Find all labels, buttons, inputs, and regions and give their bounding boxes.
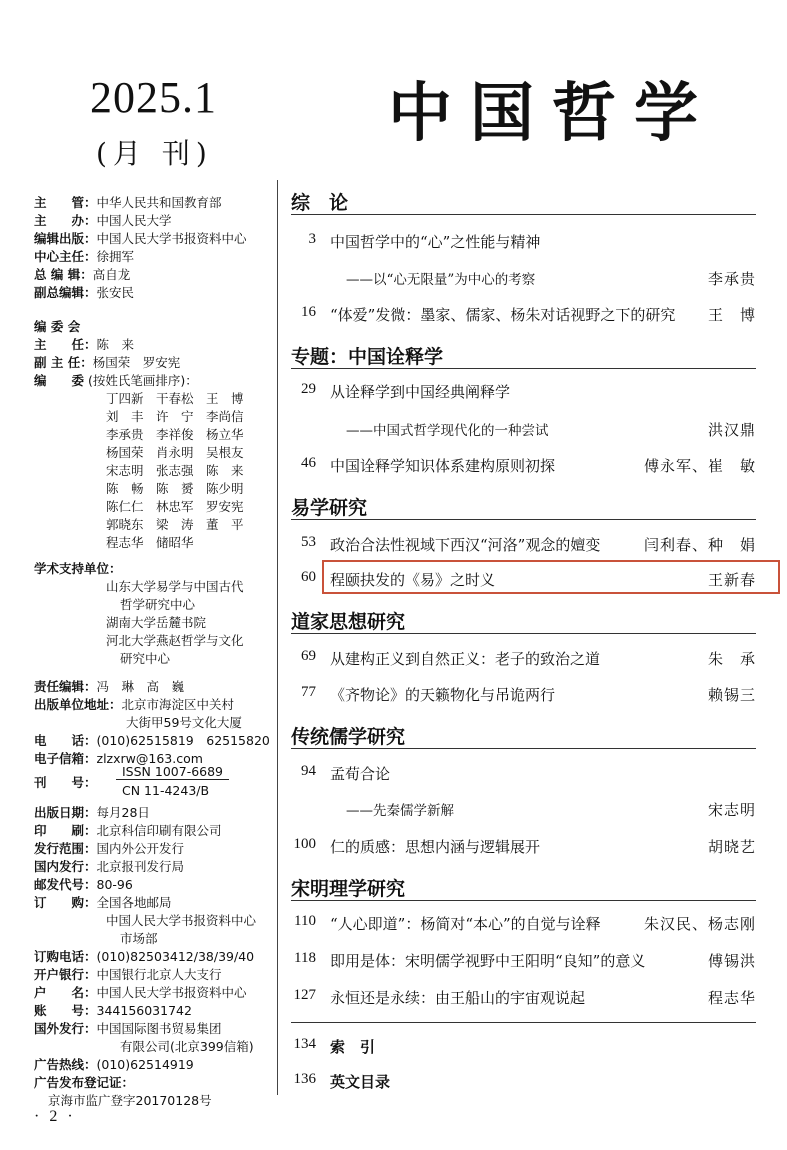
page-number: · 2 · bbox=[34, 1108, 76, 1125]
support-line: 山东大学易学与中国古代 bbox=[106, 579, 244, 594]
toc-subtitle: ——中国式哲学现代化的一种尝试 bbox=[346, 423, 549, 439]
committee-line: 程志华 储昭华 bbox=[106, 535, 194, 550]
toc-title[interactable]: “人心即道”：杨简对“本心”的自觉与诠释 bbox=[330, 915, 601, 933]
toc-title[interactable]: 从建构正义到自然正义：老子的致治之道 bbox=[330, 650, 601, 668]
toc-author: 王新春 bbox=[707, 571, 756, 589]
toc-author: 胡晓艺 bbox=[707, 838, 756, 856]
info-row: 出版日期：每月28日 bbox=[34, 805, 150, 820]
info-row: 订 购：全国各地邮局 bbox=[34, 895, 172, 910]
masthead-row: 副 主 任：杨国荣 罗安宪 bbox=[34, 355, 181, 370]
toc-title[interactable]: 孟荀合论 bbox=[330, 765, 391, 783]
masthead-row: 主 管：中华人民共和国教育部 bbox=[34, 195, 222, 210]
support-line: 河北大学燕赵哲学与文化 bbox=[106, 633, 244, 648]
toc-page: 94 bbox=[301, 763, 316, 779]
info-cont: 京海市监广登字20170128号 bbox=[48, 1093, 212, 1108]
toc-page: 136 bbox=[293, 1071, 316, 1087]
issue-number: 2025.1 bbox=[90, 73, 217, 122]
toc-author: 李承贵 bbox=[707, 270, 756, 288]
toc-author: 闫利春、种 娟 bbox=[643, 536, 756, 554]
committee-line: 宋志明 张志强 陈 来 bbox=[106, 463, 244, 478]
masthead-row: 主 办：中国人民大学 bbox=[34, 213, 172, 228]
info-row: 出版单位地址：北京市海淀区中关村 bbox=[34, 697, 235, 712]
support-line: 湖南大学岳麓书院 bbox=[106, 615, 207, 630]
cn-number: CN 11-4243/B bbox=[122, 783, 210, 798]
toc-author: 朱汉民、杨志刚 bbox=[643, 915, 756, 933]
toc-title[interactable]: 中国诠释学知识体系建构原则初探 bbox=[330, 457, 556, 475]
masthead-row: 主 任：陈 来 bbox=[34, 337, 135, 352]
section-heading: 宋明理学研究 bbox=[291, 878, 406, 900]
info-row: 责任编辑：冯 琳 高 巍 bbox=[34, 679, 185, 694]
toc-page: 127 bbox=[293, 987, 316, 1003]
section-heading: 传统儒学研究 bbox=[291, 726, 406, 748]
masthead-row: 编 委 (按姓氏笔画排序)： bbox=[34, 373, 198, 388]
toc-title[interactable]: 即用是体：宋明儒学视野中王阳明“良知”的意义 bbox=[330, 952, 646, 970]
committee-line: 杨国荣 肖永明 吴根友 bbox=[106, 445, 244, 460]
section-heading: 易学研究 bbox=[291, 497, 368, 519]
section-rule bbox=[291, 519, 756, 520]
info-cont: 市场部 bbox=[120, 931, 158, 946]
issn: ISSN 1007-6689 bbox=[116, 764, 229, 780]
info-row: 电 话：(010)62515819 62515820 bbox=[34, 733, 270, 748]
info-row: 订购电话：(010)82503412/38/39/40 bbox=[34, 949, 255, 964]
committee-line: 郭晓东 梁 涛 董 平 bbox=[106, 517, 244, 532]
committee-line: 刘 丰 许 宁 李尚信 bbox=[106, 409, 244, 424]
masthead-row: 总 编 辑：高自龙 bbox=[34, 267, 131, 282]
info-row: 刊 号： bbox=[34, 775, 97, 790]
toc-title[interactable]: 永恒还是永续：由王船山的宇宙观说起 bbox=[330, 989, 586, 1007]
info-row: 电子信箱：zlzxrw@163.com bbox=[34, 751, 203, 766]
toc-title[interactable]: 中国哲学中的“心”之性能与精神 bbox=[330, 233, 541, 251]
section-heading: 综 论 bbox=[291, 192, 349, 214]
support-line: 哲学研究中心 bbox=[120, 597, 196, 612]
info-row: 印 刷：北京科信印刷有限公司 bbox=[34, 823, 222, 838]
toc-page: 3 bbox=[308, 231, 316, 247]
section-heading: 道家思想研究 bbox=[291, 611, 406, 633]
info-cont: 中国人民大学书报资料中心 bbox=[106, 913, 257, 928]
toc-author: 王 博 bbox=[707, 306, 756, 324]
toc-page: 100 bbox=[293, 836, 316, 852]
toc-page: 118 bbox=[294, 950, 316, 966]
section-rule bbox=[291, 748, 756, 749]
publication-frequency: (月 刊) bbox=[96, 137, 213, 170]
info-row: 国外发行：中国国际图书贸易集团 bbox=[34, 1021, 222, 1036]
info-row: 开户银行：中国银行北京人大支行 bbox=[34, 967, 222, 982]
section-rule bbox=[291, 214, 756, 215]
masthead-row: 副总编辑：张安民 bbox=[34, 285, 135, 300]
info-row: 账 号：344156031742 bbox=[34, 1003, 192, 1018]
committee-line: 陈 畅 陈 赟 陈少明 bbox=[106, 481, 244, 496]
info-cont: 大街甲59号文化大厦 bbox=[126, 715, 242, 730]
toc-page: 16 bbox=[301, 304, 316, 320]
info-row: 广告热线：(010)62514919 bbox=[34, 1057, 194, 1072]
section-rule bbox=[291, 368, 756, 369]
masthead-row: 编辑出版：中国人民大学书报资料中心 bbox=[34, 231, 247, 246]
toc-page: 60 bbox=[301, 569, 316, 585]
info-cont: 有限公司(北京399信箱) bbox=[120, 1039, 254, 1054]
section-rule bbox=[291, 900, 756, 901]
committee-line: 李承贵 李祥俊 杨立华 bbox=[106, 427, 244, 442]
info-row: 发行范围：国内外公开发行 bbox=[34, 841, 185, 856]
section-heading: 专题：中国诠释学 bbox=[291, 346, 444, 368]
toc-page: 110 bbox=[294, 913, 316, 929]
toc-title[interactable]: “体爱”发微：墨家、儒家、杨朱对话视野之下的研究 bbox=[330, 306, 676, 324]
index-link[interactable]: 索 引 bbox=[330, 1038, 376, 1056]
support-label: 学术支持单位： bbox=[34, 561, 122, 576]
toc-subtitle: ——先秦儒学新解 bbox=[346, 803, 454, 819]
toc-page: 134 bbox=[293, 1036, 316, 1052]
toc-title[interactable]: 仁的质感：思想内涵与逻辑展开 bbox=[330, 838, 541, 856]
toc-title[interactable]: 《齐物论》的天籁物化与吊诡两行 bbox=[330, 686, 556, 704]
section-rule bbox=[291, 1022, 756, 1023]
toc-subtitle: ——以“心无限量”为中心的考察 bbox=[346, 272, 536, 288]
column-divider bbox=[277, 180, 278, 1095]
info-row: 邮发代号：80-96 bbox=[34, 877, 133, 892]
masthead-row: 中心主任：徐拥军 bbox=[34, 249, 135, 264]
masthead-row: 编 委 会 bbox=[34, 319, 81, 334]
toc-page: 69 bbox=[301, 648, 316, 664]
toc-page: 29 bbox=[301, 381, 316, 397]
toc-page: 53 bbox=[301, 534, 316, 550]
english-contents-link[interactable]: 英文目录 bbox=[330, 1073, 391, 1091]
toc-title[interactable]: 从诠释学到中国经典阐释学 bbox=[330, 383, 511, 401]
toc-title[interactable]: 政治合法性视域下西汉“河洛”观念的嬗变 bbox=[330, 536, 601, 554]
journal-title: 中国哲学 bbox=[388, 77, 716, 151]
toc-page: 46 bbox=[301, 455, 316, 471]
info-row: 国内发行：北京报刊发行局 bbox=[34, 859, 185, 874]
committee-line: 陈仁仁 林忠军 罗安宪 bbox=[106, 499, 244, 514]
toc-author: 赖锡三 bbox=[707, 686, 756, 704]
toc-author: 程志华 bbox=[707, 989, 756, 1007]
support-line: 研究中心 bbox=[120, 651, 171, 666]
toc-author: 傅永军、崔 敏 bbox=[643, 457, 756, 475]
toc-title[interactable]: 程颐抉发的《易》之时义 bbox=[330, 571, 496, 589]
toc-author: 朱 承 bbox=[707, 650, 756, 668]
toc-page: 77 bbox=[301, 684, 316, 700]
section-rule bbox=[291, 633, 756, 634]
toc-author: 洪汉鼎 bbox=[707, 421, 756, 439]
committee-line: 丁四新 干春松 王 博 bbox=[106, 391, 244, 406]
info-row: 广告发布登记证： bbox=[34, 1075, 135, 1090]
toc-author: 宋志明 bbox=[707, 801, 756, 819]
info-row: 户 名：中国人民大学书报资料中心 bbox=[34, 985, 247, 1000]
toc-author: 傅锡洪 bbox=[707, 952, 756, 970]
